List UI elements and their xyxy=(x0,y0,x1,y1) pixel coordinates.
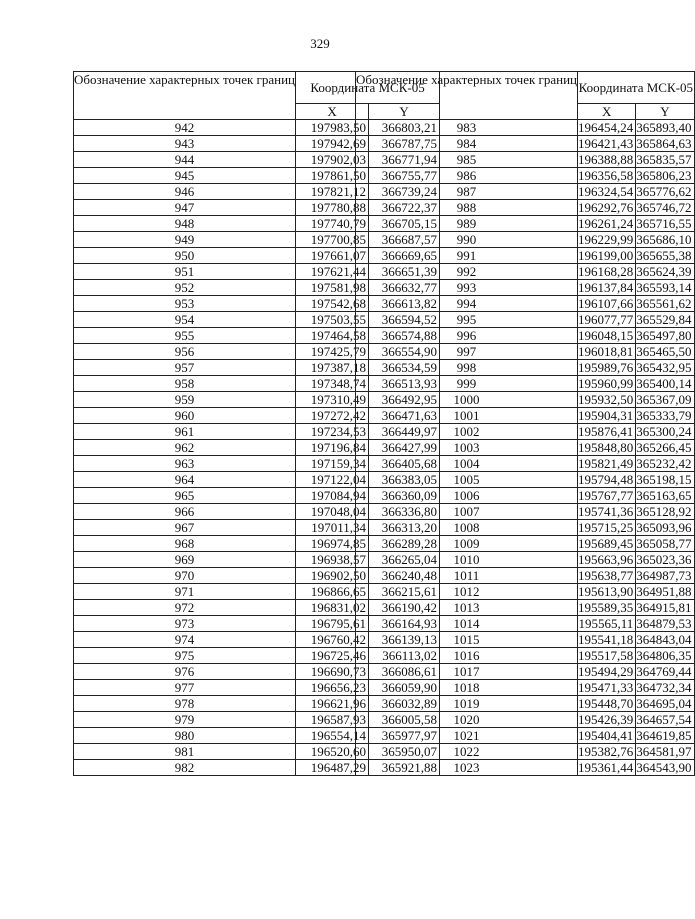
y-coordinate-cell: 365686,10 xyxy=(636,232,694,248)
x-coordinate-cell: 197581,98 xyxy=(296,280,369,296)
x-coordinate-cell: 196795,61 xyxy=(296,616,369,632)
table-row xyxy=(356,600,695,616)
y-coordinate-cell: 366032,89 xyxy=(369,696,440,712)
point-number-cell: 965 xyxy=(74,488,296,504)
point-number-cell: 971 xyxy=(74,584,296,600)
point-number-cell: 955 xyxy=(74,328,296,344)
x-coordinate-cell: 196656,23 xyxy=(296,680,369,696)
x-coordinate-cell: 196760,42 xyxy=(296,632,369,648)
y-coordinate-cell: 364695,04 xyxy=(636,696,694,712)
point-number-cell: 1022 xyxy=(356,744,578,760)
y-header: Y xyxy=(636,104,694,120)
y-coordinate-cell: 366803,21 xyxy=(369,120,440,136)
point-number-cell: 1019 xyxy=(356,696,578,712)
y-coordinate-cell: 365497,80 xyxy=(636,328,694,344)
x-coordinate-cell: 196107,66 xyxy=(578,296,636,312)
y-coordinate-cell: 365128,92 xyxy=(636,504,694,520)
x-coordinate-cell: 196938,57 xyxy=(296,552,369,568)
point-number-cell: 968 xyxy=(74,536,296,552)
point-number-cell: 1009 xyxy=(356,536,578,552)
point-number-cell: 979 xyxy=(74,712,296,728)
y-coordinate-cell: 366449,97 xyxy=(369,424,440,440)
table-row xyxy=(356,616,695,632)
point-number-cell: 943 xyxy=(74,136,296,152)
point-number-cell: 1012 xyxy=(356,584,578,600)
x-coordinate-cell: 197542,68 xyxy=(296,296,369,312)
point-number-cell: 1001 xyxy=(356,408,578,424)
table-row xyxy=(356,728,695,744)
x-coordinate-cell: 197700,85 xyxy=(296,232,369,248)
table-row xyxy=(356,248,695,264)
x-coordinate-cell: 196587,93 xyxy=(296,712,369,728)
x-coordinate-cell: 196831,02 xyxy=(296,600,369,616)
point-number-cell: 1004 xyxy=(356,456,578,472)
point-number-cell: 1003 xyxy=(356,440,578,456)
y-coordinate-cell: 366739,24 xyxy=(369,184,440,200)
x-coordinate-cell: 195932,50 xyxy=(578,392,636,408)
table-row xyxy=(356,296,695,312)
x-coordinate-cell: 195741,36 xyxy=(578,504,636,520)
table-row xyxy=(356,664,695,680)
y-coordinate-cell: 366705,15 xyxy=(369,216,440,232)
x-coordinate-cell: 195821,49 xyxy=(578,456,636,472)
y-coordinate-cell: 365716,55 xyxy=(636,216,694,232)
x-coordinate-cell: 195794,48 xyxy=(578,472,636,488)
point-number-cell: 991 xyxy=(356,248,578,264)
table-row xyxy=(356,712,695,728)
x-coordinate-cell: 197348,74 xyxy=(296,376,369,392)
y-coordinate-cell: 365593,14 xyxy=(636,280,694,296)
x-coordinate-cell: 197048,04 xyxy=(296,504,369,520)
y-coordinate-cell: 364843,04 xyxy=(636,632,694,648)
y-coordinate-cell: 364951,88 xyxy=(636,584,694,600)
x-coordinate-cell: 196974,85 xyxy=(296,536,369,552)
point-number-cell: 960 xyxy=(74,408,296,424)
table-row xyxy=(356,648,695,664)
y-coordinate-cell: 365300,24 xyxy=(636,424,694,440)
y-coordinate-cell: 365023,36 xyxy=(636,552,694,568)
y-coordinate-cell: 364657,54 xyxy=(636,712,694,728)
y-coordinate-cell: 366613,82 xyxy=(369,296,440,312)
x-coordinate-cell: 196902,50 xyxy=(296,568,369,584)
point-number-cell: 983 xyxy=(356,120,578,136)
point-number-cell: 1017 xyxy=(356,664,578,680)
y-coordinate-cell: 366492,95 xyxy=(369,392,440,408)
y-coordinate-cell: 366313,20 xyxy=(369,520,440,536)
y-coordinate-cell: 366427,99 xyxy=(369,440,440,456)
y-coordinate-cell: 365806,23 xyxy=(636,168,694,184)
y-coordinate-cell: 365400,14 xyxy=(636,376,694,392)
point-number-cell: 1023 xyxy=(356,760,578,776)
y-coordinate-cell: 365655,38 xyxy=(636,248,694,264)
point-number-cell: 975 xyxy=(74,648,296,664)
x-coordinate-cell: 195613,90 xyxy=(578,584,636,600)
x-coordinate-cell: 197272,42 xyxy=(296,408,369,424)
point-number-cell: 1010 xyxy=(356,552,578,568)
y-coordinate-cell: 364619,85 xyxy=(636,728,694,744)
x-coordinate-cell: 197011,34 xyxy=(296,520,369,536)
table-row xyxy=(356,632,695,648)
point-number-cell: 996 xyxy=(356,328,578,344)
x-coordinate-cell: 197310,49 xyxy=(296,392,369,408)
point-number-cell: 1005 xyxy=(356,472,578,488)
y-coordinate-cell: 364732,34 xyxy=(636,680,694,696)
table-row xyxy=(356,456,695,472)
y-coordinate-cell: 366632,77 xyxy=(369,280,440,296)
table-row xyxy=(356,488,695,504)
table-row xyxy=(356,696,695,712)
x-coordinate-cell: 196725,46 xyxy=(296,648,369,664)
point-number-cell: 952 xyxy=(74,280,296,296)
x-coordinate-cell: 195989,76 xyxy=(578,360,636,376)
y-coordinate-cell: 366594,52 xyxy=(369,312,440,328)
x-coordinate-cell: 197159,34 xyxy=(296,456,369,472)
x-coordinate-cell: 195689,45 xyxy=(578,536,636,552)
point-number-cell: 948 xyxy=(74,216,296,232)
x-coordinate-cell: 197464,58 xyxy=(296,328,369,344)
y-coordinate-cell: 366787,75 xyxy=(369,136,440,152)
y-coordinate-cell: 365465,50 xyxy=(636,344,694,360)
x-coordinate-cell: 197983,50 xyxy=(296,120,369,136)
point-number-cell: 1011 xyxy=(356,568,578,584)
table-row xyxy=(356,168,695,184)
point-number-cell: 967 xyxy=(74,520,296,536)
table-row xyxy=(356,392,695,408)
x-coordinate-cell: 197861,50 xyxy=(296,168,369,184)
y-coordinate-cell: 366534,59 xyxy=(369,360,440,376)
point-number-cell: 1015 xyxy=(356,632,578,648)
point-number-cell: 980 xyxy=(74,728,296,744)
point-number-cell: 988 xyxy=(356,200,578,216)
point-number-cell: 1014 xyxy=(356,616,578,632)
x-coordinate-cell: 196077,77 xyxy=(578,312,636,328)
x-coordinate-cell: 197661,07 xyxy=(296,248,369,264)
x-coordinate-cell: 195638,77 xyxy=(578,568,636,584)
point-number-cell: 962 xyxy=(74,440,296,456)
x-coordinate-cell: 196261,24 xyxy=(578,216,636,232)
y-coordinate-cell: 366383,05 xyxy=(369,472,440,488)
y-coordinate-cell: 366086,61 xyxy=(369,664,440,680)
point-number-cell: 992 xyxy=(356,264,578,280)
x-coordinate-cell: 196866,65 xyxy=(296,584,369,600)
y-coordinate-cell: 365198,15 xyxy=(636,472,694,488)
point-number-cell: 993 xyxy=(356,280,578,296)
point-number-cell: 942 xyxy=(74,120,296,136)
table-row xyxy=(356,216,695,232)
point-number-cell: 995 xyxy=(356,312,578,328)
table-row xyxy=(356,264,695,280)
x-header: X xyxy=(578,104,636,120)
point-number-cell: 1002 xyxy=(356,424,578,440)
table-row xyxy=(356,584,695,600)
y-coordinate-cell: 366513,93 xyxy=(369,376,440,392)
y-coordinate-cell: 365058,77 xyxy=(636,536,694,552)
x-coordinate-cell: 197425,79 xyxy=(296,344,369,360)
point-number-cell: 1006 xyxy=(356,488,578,504)
coord-system-header: Координата МСК-05 xyxy=(578,72,695,104)
y-coordinate-cell: 364879,53 xyxy=(636,616,694,632)
y-coordinate-cell: 366651,39 xyxy=(369,264,440,280)
x-coordinate-cell: 197387,18 xyxy=(296,360,369,376)
y-coordinate-cell: 366215,61 xyxy=(369,584,440,600)
y-coordinate-cell: 365776,62 xyxy=(636,184,694,200)
point-number-cell: 985 xyxy=(356,152,578,168)
y-coordinate-cell: 365835,57 xyxy=(636,152,694,168)
point-number-cell: 958 xyxy=(74,376,296,392)
point-number-cell: 970 xyxy=(74,568,296,584)
table-row xyxy=(356,744,695,760)
table-row xyxy=(356,552,695,568)
x-coordinate-cell: 196356,58 xyxy=(578,168,636,184)
point-number-cell: 956 xyxy=(74,344,296,360)
x-coordinate-cell: 195517,58 xyxy=(578,648,636,664)
point-number-cell: 981 xyxy=(74,744,296,760)
point-number-cell: 947 xyxy=(74,200,296,216)
y-coordinate-cell: 365864,63 xyxy=(636,136,694,152)
y-coordinate-cell: 366471,63 xyxy=(369,408,440,424)
y-coordinate-cell: 365163,65 xyxy=(636,488,694,504)
y-coordinate-cell: 364915,81 xyxy=(636,600,694,616)
x-coordinate-cell: 197503,55 xyxy=(296,312,369,328)
table-row xyxy=(356,232,695,248)
y-coordinate-cell: 364543,90 xyxy=(636,760,694,776)
x-coordinate-cell: 195404,41 xyxy=(578,728,636,744)
table-row xyxy=(356,120,695,136)
coordinates-table-right xyxy=(355,71,695,776)
table-row xyxy=(356,152,695,168)
point-number-cell: 987 xyxy=(356,184,578,200)
point-number-cell: 998 xyxy=(356,360,578,376)
y-coordinate-cell: 364987,73 xyxy=(636,568,694,584)
x-coordinate-cell: 195494,29 xyxy=(578,664,636,680)
table-row xyxy=(356,200,695,216)
y-coordinate-cell: 366405,68 xyxy=(369,456,440,472)
x-coordinate-cell: 197621,44 xyxy=(296,264,369,280)
x-coordinate-cell: 197196,84 xyxy=(296,440,369,456)
point-number-cell: 1021 xyxy=(356,728,578,744)
y-coordinate-cell: 366669,65 xyxy=(369,248,440,264)
x-header: X xyxy=(296,104,369,120)
x-coordinate-cell: 195715,25 xyxy=(578,520,636,536)
x-coordinate-cell: 195589,35 xyxy=(578,600,636,616)
y-coordinate-cell: 365232,42 xyxy=(636,456,694,472)
point-number-cell: 1013 xyxy=(356,600,578,616)
y-coordinate-cell: 366265,04 xyxy=(369,552,440,568)
y-coordinate-cell: 365561,62 xyxy=(636,296,694,312)
x-coordinate-cell: 195382,76 xyxy=(578,744,636,760)
point-number-cell: 944 xyxy=(74,152,296,168)
x-coordinate-cell: 196487,29 xyxy=(296,760,369,776)
point-number-cell: 951 xyxy=(74,264,296,280)
y-coordinate-cell: 366240,48 xyxy=(369,568,440,584)
point-number-cell: 945 xyxy=(74,168,296,184)
y-coordinate-cell: 366164,93 xyxy=(369,616,440,632)
y-coordinate-cell: 366190,42 xyxy=(369,600,440,616)
point-number-cell: 1000 xyxy=(356,392,578,408)
point-number-cell: 972 xyxy=(74,600,296,616)
point-number-cell: 994 xyxy=(356,296,578,312)
point-number-cell: 1007 xyxy=(356,504,578,520)
y-coordinate-cell: 365529,84 xyxy=(636,312,694,328)
table-row xyxy=(356,472,695,488)
x-coordinate-cell: 196018,81 xyxy=(578,344,636,360)
x-coordinate-cell: 196048,15 xyxy=(578,328,636,344)
x-coordinate-cell: 195904,31 xyxy=(578,408,636,424)
y-coordinate-cell: 365977,97 xyxy=(369,728,440,744)
page-number: 329 xyxy=(310,36,330,51)
point-number-cell: 946 xyxy=(74,184,296,200)
table-row xyxy=(356,520,695,536)
y-coordinate-cell: 365893,40 xyxy=(636,120,694,136)
x-coordinate-cell: 195426,39 xyxy=(578,712,636,728)
point-number-cell: 957 xyxy=(74,360,296,376)
point-number-cell: 986 xyxy=(356,168,578,184)
point-number-cell: 964 xyxy=(74,472,296,488)
x-coordinate-cell: 195848,80 xyxy=(578,440,636,456)
point-number-cell: 997 xyxy=(356,344,578,360)
table-row xyxy=(356,328,695,344)
point-number-cell: 969 xyxy=(74,552,296,568)
x-coordinate-cell: 195565,11 xyxy=(578,616,636,632)
point-number-cell: 982 xyxy=(74,760,296,776)
y-coordinate-cell: 364769,44 xyxy=(636,664,694,680)
point-number-cell: 976 xyxy=(74,664,296,680)
x-coordinate-cell: 196137,84 xyxy=(578,280,636,296)
y-coordinate-cell: 366722,37 xyxy=(369,200,440,216)
y-coordinate-cell: 366336,80 xyxy=(369,504,440,520)
x-coordinate-cell: 195767,77 xyxy=(578,488,636,504)
point-number-cell: 978 xyxy=(74,696,296,712)
table-row xyxy=(356,568,695,584)
point-number-cell: 973 xyxy=(74,616,296,632)
x-coordinate-cell: 195663,96 xyxy=(578,552,636,568)
y-coordinate-cell: 365266,45 xyxy=(636,440,694,456)
y-coordinate-cell: 366289,28 xyxy=(369,536,440,552)
table-row xyxy=(356,184,695,200)
point-number-cell: 1018 xyxy=(356,680,578,696)
point-number-cell: 966 xyxy=(74,504,296,520)
x-coordinate-cell: 196292,76 xyxy=(578,200,636,216)
y-coordinate-cell: 364806,35 xyxy=(636,648,694,664)
point-number-cell: 1020 xyxy=(356,712,578,728)
x-coordinate-cell: 196520,60 xyxy=(296,744,369,760)
y-coordinate-cell: 366687,57 xyxy=(369,232,440,248)
point-number-cell: 989 xyxy=(356,216,578,232)
x-coordinate-cell: 196621,96 xyxy=(296,696,369,712)
x-coordinate-cell: 197821,12 xyxy=(296,184,369,200)
x-coordinate-cell: 196229,99 xyxy=(578,232,636,248)
y-coordinate-cell: 365921,88 xyxy=(369,760,440,776)
x-coordinate-cell: 196324,54 xyxy=(578,184,636,200)
point-number-cell: 974 xyxy=(74,632,296,648)
point-number-cell: 984 xyxy=(356,136,578,152)
x-coordinate-cell: 195361,44 xyxy=(578,760,636,776)
y-coordinate-cell: 365950,07 xyxy=(369,744,440,760)
table-row xyxy=(356,344,695,360)
point-number-cell: 949 xyxy=(74,232,296,248)
point-number-cell: 977 xyxy=(74,680,296,696)
y-coordinate-cell: 365333,79 xyxy=(636,408,694,424)
x-coordinate-cell: 196388,88 xyxy=(578,152,636,168)
table-row xyxy=(356,760,695,776)
y-coordinate-cell: 365093,96 xyxy=(636,520,694,536)
table-row xyxy=(356,312,695,328)
point-label-header: Обозначение характерных точек границ xyxy=(74,72,296,120)
y-coordinate-cell: 366360,09 xyxy=(369,488,440,504)
point-number-cell: 953 xyxy=(74,296,296,312)
x-coordinate-cell: 196454,24 xyxy=(578,120,636,136)
table-row xyxy=(356,360,695,376)
y-coordinate-cell: 366554,90 xyxy=(369,344,440,360)
x-coordinate-cell: 197084,94 xyxy=(296,488,369,504)
x-coordinate-cell: 195448,70 xyxy=(578,696,636,712)
x-coordinate-cell: 195876,41 xyxy=(578,424,636,440)
y-coordinate-cell: 365432,95 xyxy=(636,360,694,376)
point-number-cell: 990 xyxy=(356,232,578,248)
table-row xyxy=(356,504,695,520)
point-number-cell: 1008 xyxy=(356,520,578,536)
x-coordinate-cell: 195471,33 xyxy=(578,680,636,696)
coord-system-header: Координата МСК-05 xyxy=(296,72,440,104)
x-coordinate-cell: 195541,18 xyxy=(578,632,636,648)
point-number-cell: 950 xyxy=(74,248,296,264)
y-coordinate-cell: 365746,72 xyxy=(636,200,694,216)
y-coordinate-cell: 366005,58 xyxy=(369,712,440,728)
point-number-cell: 954 xyxy=(74,312,296,328)
table-body-right xyxy=(356,120,695,776)
y-coordinate-cell: 366059,90 xyxy=(369,680,440,696)
x-coordinate-cell: 196421,43 xyxy=(578,136,636,152)
point-number-cell: 961 xyxy=(74,424,296,440)
point-number-cell: 959 xyxy=(74,392,296,408)
x-coordinate-cell: 197234,53 xyxy=(296,424,369,440)
table-row xyxy=(356,424,695,440)
x-coordinate-cell: 196554,14 xyxy=(296,728,369,744)
x-coordinate-cell: 196199,00 xyxy=(578,248,636,264)
y-coordinate-cell: 365367,09 xyxy=(636,392,694,408)
point-number-cell: 1016 xyxy=(356,648,578,664)
x-coordinate-cell: 197902,03 xyxy=(296,152,369,168)
x-coordinate-cell: 197780,88 xyxy=(296,200,369,216)
y-coordinate-cell: 366755,77 xyxy=(369,168,440,184)
table-row xyxy=(356,440,695,456)
x-coordinate-cell: 197942,69 xyxy=(296,136,369,152)
y-coordinate-cell: 366574,88 xyxy=(369,328,440,344)
x-coordinate-cell: 197122,04 xyxy=(296,472,369,488)
table-row xyxy=(356,376,695,392)
table-row xyxy=(356,280,695,296)
y-coordinate-cell: 365624,39 xyxy=(636,264,694,280)
table-row xyxy=(356,136,695,152)
y-coordinate-cell: 366113,02 xyxy=(369,648,440,664)
table-row xyxy=(356,680,695,696)
y-header: Y xyxy=(369,104,440,120)
y-coordinate-cell: 366139,13 xyxy=(369,632,440,648)
table-row xyxy=(356,408,695,424)
x-coordinate-cell: 196168,28 xyxy=(578,264,636,280)
point-number-cell: 999 xyxy=(356,376,578,392)
x-coordinate-cell: 197740,79 xyxy=(296,216,369,232)
x-coordinate-cell: 195960,99 xyxy=(578,376,636,392)
table-row xyxy=(356,536,695,552)
point-label-header: Обозначение характерных точек границ xyxy=(356,72,578,120)
y-coordinate-cell: 366771,94 xyxy=(369,152,440,168)
x-coordinate-cell: 196690,73 xyxy=(296,664,369,680)
y-coordinate-cell: 364581,97 xyxy=(636,744,694,760)
point-number-cell: 963 xyxy=(74,456,296,472)
